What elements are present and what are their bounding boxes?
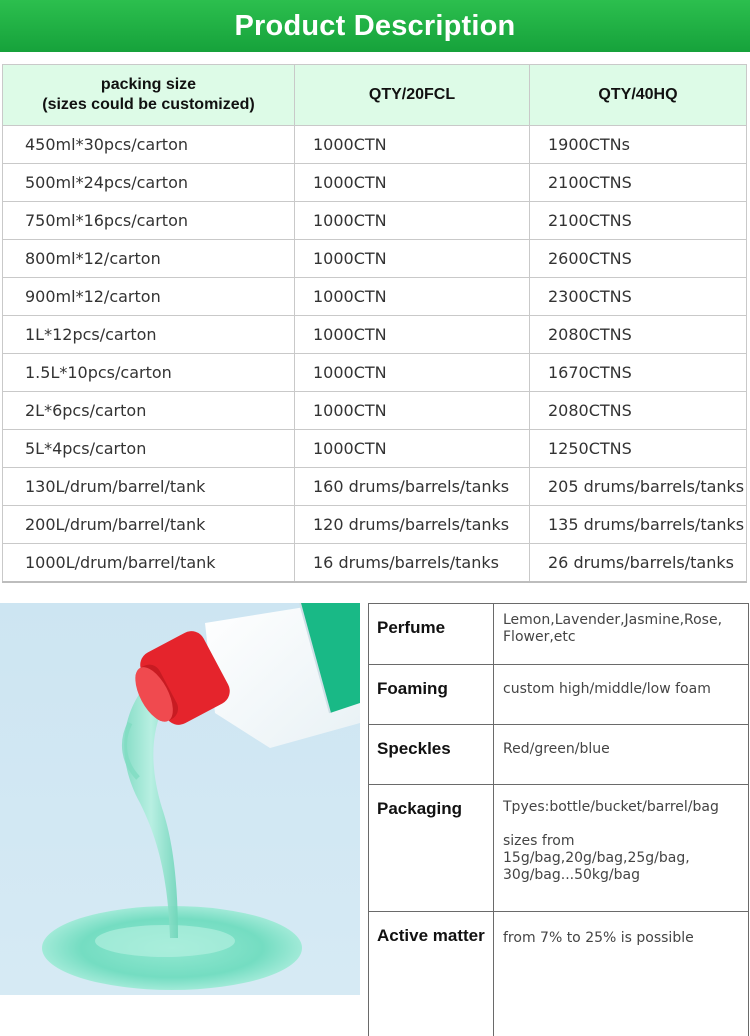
table-row [3,278,747,316]
header-packing-size: packing size (sizes could be customized) [3,65,295,126]
cell-qty-40hq: 205 drums/barrels/tanks [530,468,747,506]
table-row [3,354,747,392]
table-row [3,126,747,164]
cell-packing-size: 800ml*12/carton [3,240,295,278]
property-label: Perfume [369,604,494,665]
cell-packing-size: 5L*4pcs/carton [3,430,295,468]
table-row [3,316,747,354]
property-row-perfume [369,604,749,665]
cell-qty-20fcl: 1000CTN [295,240,530,278]
cell-packing-size: 1000L/drum/barrel/tank [3,544,295,583]
cell-qty-20fcl: 1000CTN [295,126,530,164]
cell-qty-20fcl: 1000CTN [295,278,530,316]
packing-table [2,64,747,583]
cell-qty-40hq: 2080CTNS [530,316,747,354]
property-row-active-matter [369,912,749,1036]
cell-qty-40hq: 135 drums/barrels/tanks [530,506,747,544]
cell-packing-size: 500ml*24pcs/carton [3,164,295,202]
cell-packing-size: 1.5L*10pcs/carton [3,354,295,392]
cell-packing-size: 2L*6pcs/carton [3,392,295,430]
cell-packing-size: 750ml*16pcs/carton [3,202,295,240]
cell-qty-40hq: 2600CTNS [530,240,747,278]
cell-qty-20fcl: 1000CTN [295,430,530,468]
table-row [3,544,747,583]
table-row [3,506,747,544]
cell-packing-size: 1L*12pcs/carton [3,316,295,354]
packing-table-header [3,65,747,126]
properties-table [368,603,749,1036]
cell-qty-20fcl: 1000CTN [295,202,530,240]
property-row-packaging [369,785,749,912]
cell-qty-20fcl: 1000CTN [295,392,530,430]
property-value: from 7% to 25% is possible [494,912,749,1036]
cell-qty-40hq: 1900CTNs [530,126,747,164]
table-row [3,240,747,278]
property-label: Packaging [369,785,494,912]
table-row [3,468,747,506]
cell-qty-20fcl: 1000CTN [295,354,530,392]
table-row [3,164,747,202]
cell-qty-40hq: 2080CTNS [530,392,747,430]
header-banner [0,0,750,52]
cell-qty-20fcl: 1000CTN [295,316,530,354]
table-row [3,202,747,240]
header-qty-20fcl: QTY/20FCL [295,65,530,126]
cell-packing-size: 450ml*30pcs/carton [3,126,295,164]
property-label: Foaming [369,665,494,725]
product-photo [0,603,360,995]
table-row [3,392,747,430]
header-qty-40hq: QTY/40HQ [530,65,747,126]
property-value: Lemon,Lavender,Jasmine,Rose, Flower,etc [494,604,749,665]
property-value: custom high/middle/low foam [494,665,749,725]
cell-qty-20fcl: 120 drums/barrels/tanks [295,506,530,544]
cell-qty-20fcl: 16 drums/barrels/tanks [295,544,530,583]
property-row-foaming [369,665,749,725]
table-row [3,430,747,468]
page-title: Product Description [235,10,516,43]
cell-qty-40hq: 2100CTNS [530,164,747,202]
property-row-speckles [369,725,749,785]
cell-qty-40hq: 1250CTNS [530,430,747,468]
cell-qty-40hq: 26 drums/barrels/tanks [530,544,747,583]
cell-qty-20fcl: 1000CTN [295,164,530,202]
cell-packing-size: 200L/drum/barrel/tank [3,506,295,544]
property-value: Tpyes:bottle/bucket/barrel/bag sizes from 15g/bag,20g/bag,25g/bag, 30g/bag...50kg/bag [494,785,749,912]
property-label: Active matter [369,912,494,1036]
cell-qty-40hq: 2100CTNS [530,202,747,240]
property-label: Speckles [369,725,494,785]
cell-packing-size: 130L/drum/barrel/tank [3,468,295,506]
cell-qty-40hq: 2300CTNS [530,278,747,316]
detergent-pour-illustration [0,603,360,995]
property-value: Red/green/blue [494,725,749,785]
cell-qty-20fcl: 160 drums/barrels/tanks [295,468,530,506]
cell-packing-size: 900ml*12/carton [3,278,295,316]
cell-qty-40hq: 1670CTNS [530,354,747,392]
